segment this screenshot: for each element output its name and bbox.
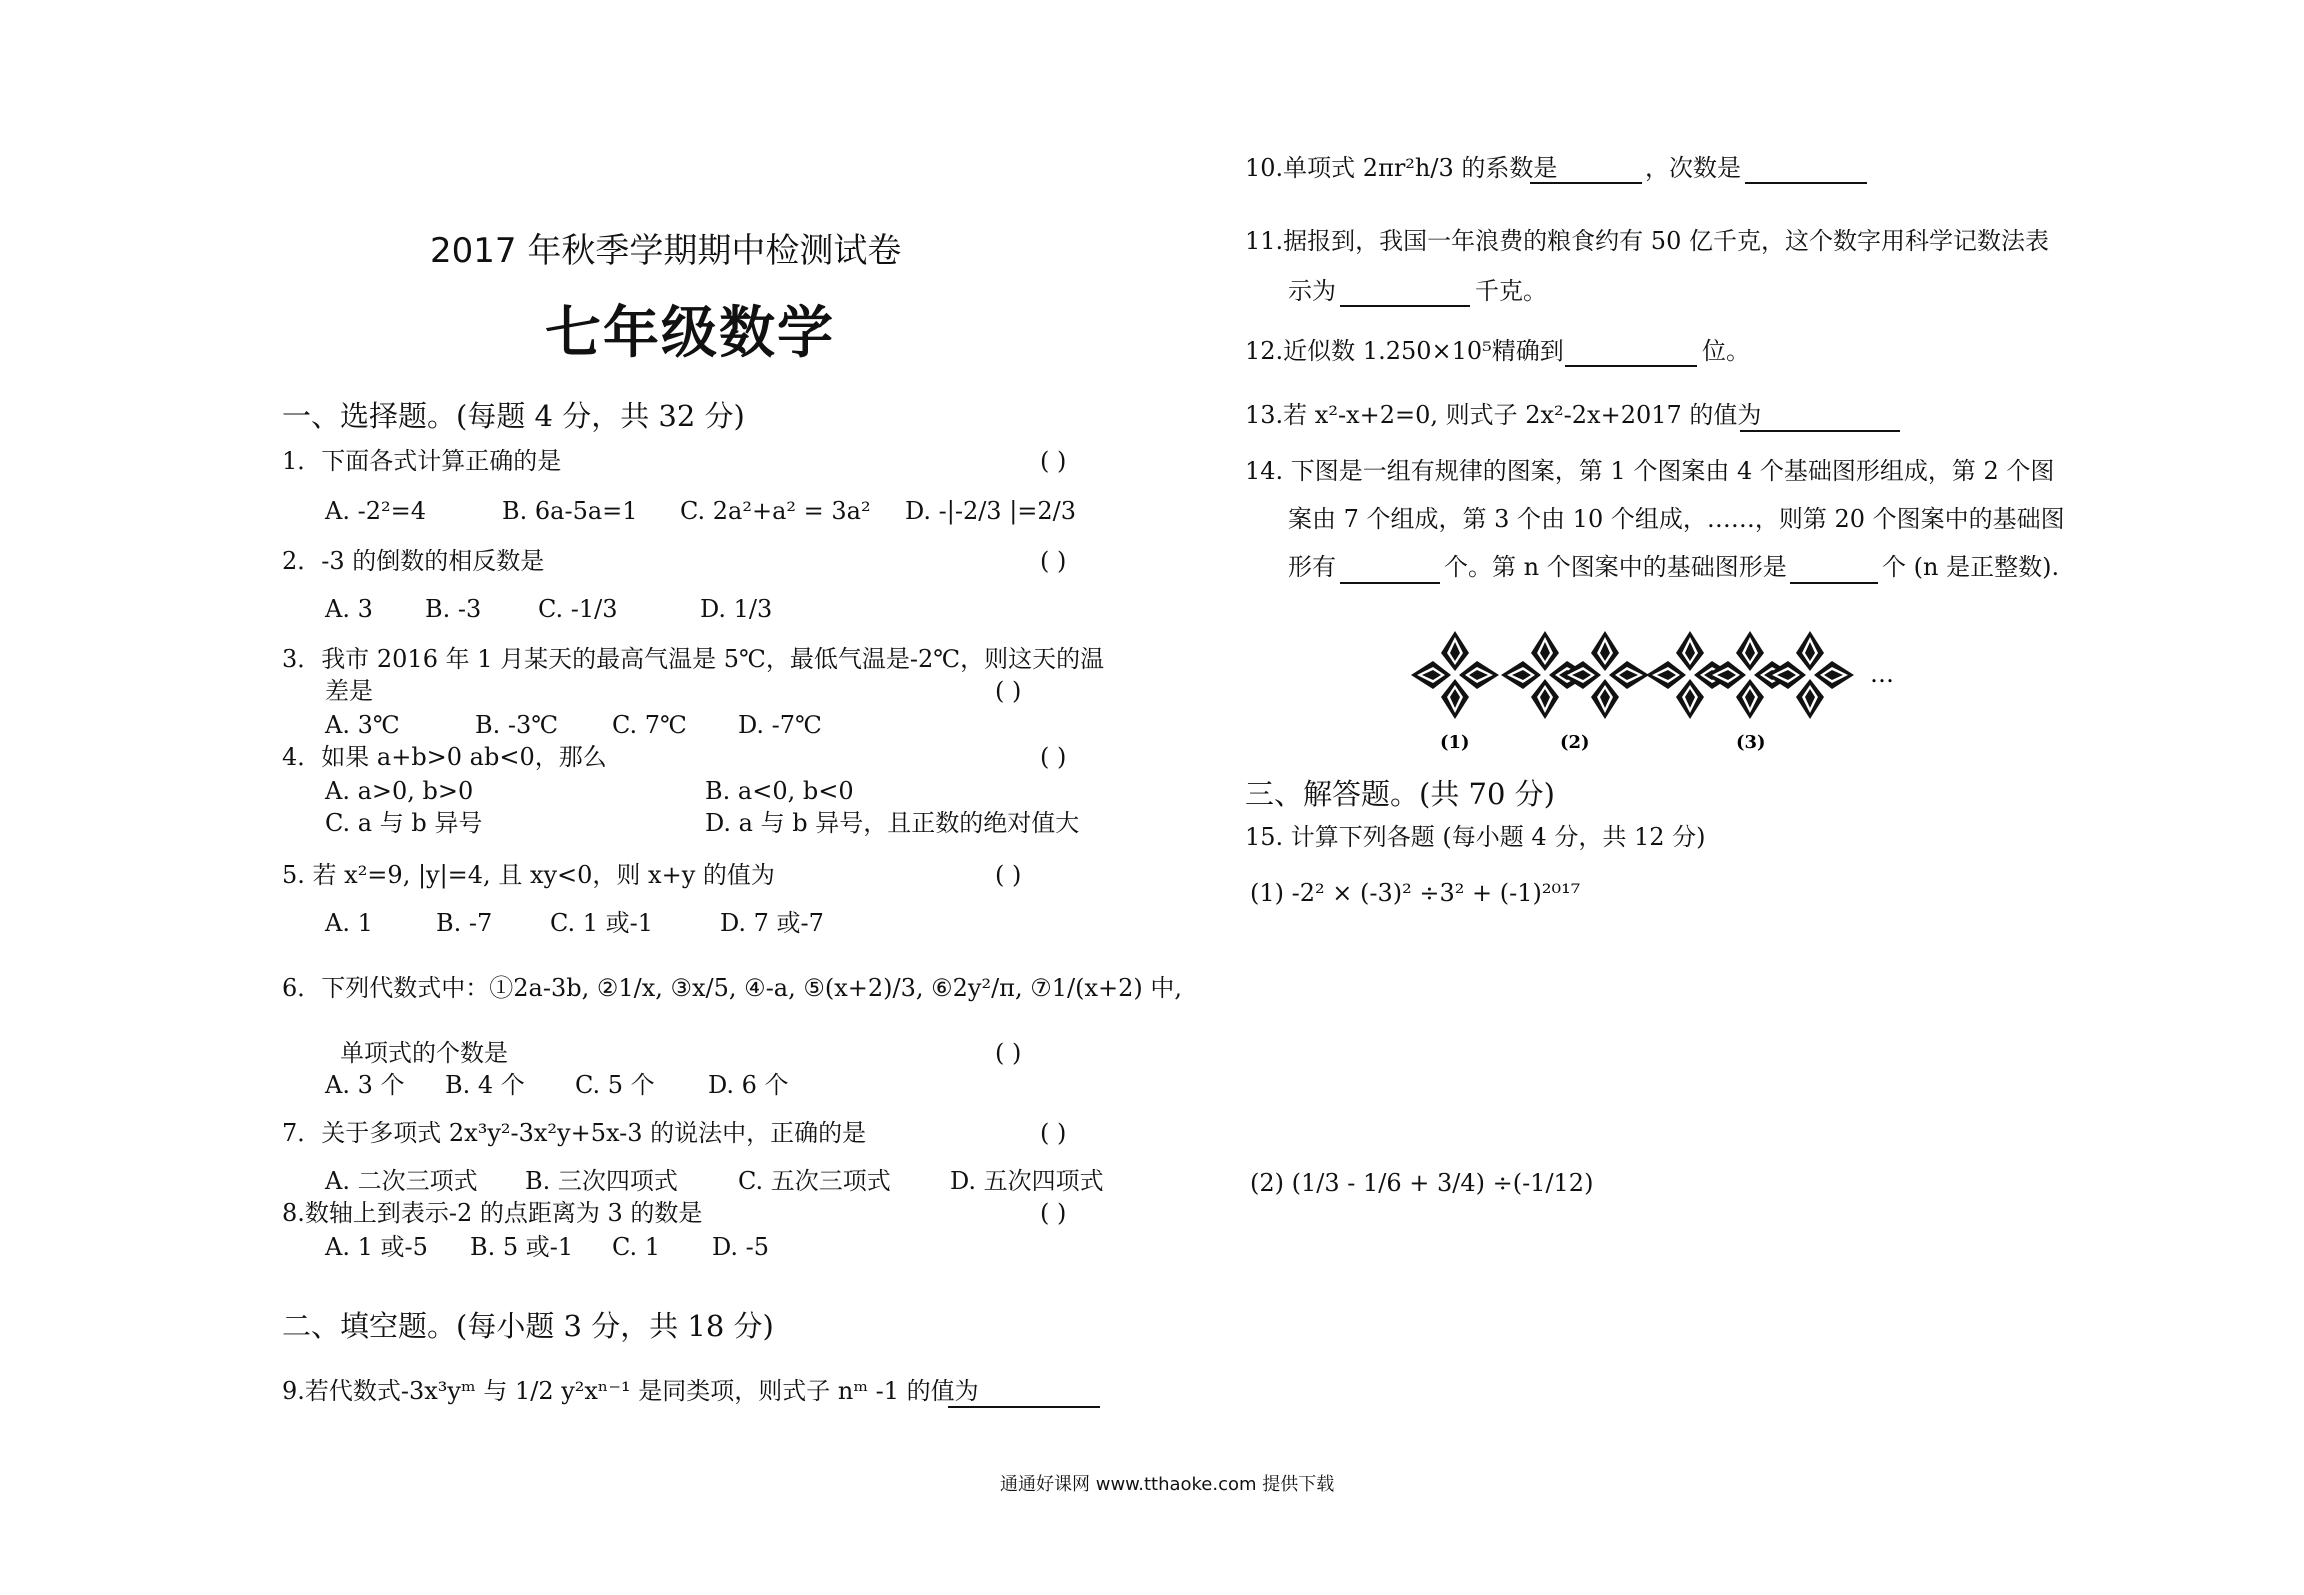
pattern-label-1: (1) (1440, 732, 1470, 753)
q11-stem-2: 示为 (1288, 277, 1336, 305)
q8-option-a: A. 1 或-5 (325, 1233, 428, 1261)
q15-stem: 15. 计算下列各题 (每小题 4 分，共 12 分) (1245, 823, 1706, 851)
q7-option-d: D. 五次四项式 (950, 1167, 1104, 1195)
q1-option-d: D. -|-2/3 |=2/3 (905, 497, 1077, 525)
q2-option-a: A. 3 (325, 595, 373, 623)
q7-option-c: C. 五次三项式 (738, 1167, 891, 1195)
q3-stem-cont: 差是 (325, 677, 373, 705)
q12-stem-2: 位。 (1702, 337, 1750, 365)
q4-option-b: B. a<0, b<0 (705, 777, 854, 805)
q14-count-blank[interactable] (1340, 560, 1440, 584)
q10-coefficient-blank[interactable] (1530, 160, 1642, 184)
q6-option-c: C. 5 个 (575, 1071, 655, 1099)
q6-option-a: A. 3 个 (325, 1071, 405, 1099)
q4-option-a: A. a>0, b>0 (325, 777, 474, 805)
pattern-3 (1646, 631, 1854, 719)
q14-stem-line3b: 个。第 n 个图案中的基础图形是 (1444, 553, 1787, 581)
q4-answer-paren: ( ) (1040, 743, 1067, 771)
q8-option-c: C. 1 (612, 1233, 661, 1261)
q6-stem-cont: 单项式的个数是 (340, 1039, 508, 1067)
pattern-label-3: (3) (1736, 732, 1766, 753)
q13-answer-blank[interactable] (1740, 408, 1900, 432)
q8-option-b: B. 5 或-1 (470, 1233, 574, 1261)
q12-stem: 12.近似数 1.250×10⁵精确到 (1245, 337, 1564, 365)
section1-heading: 一、选择题。(每题 4 分，共 32 分) (282, 399, 745, 433)
q15-part2: (2) (1/3 - 1/6 + 3/4) ÷(-1/12) (1250, 1169, 1594, 1197)
q14-stem-line2: 案由 7 个组成，第 3 个由 10 个组成，……，则第 20 个图案中的基础图 (1288, 505, 2065, 533)
q10-degree-blank[interactable] (1745, 160, 1867, 184)
q6-answer-paren: ( ) (995, 1039, 1022, 1067)
q8-option-d: D. -5 (712, 1233, 770, 1261)
q5-option-b: B. -7 (436, 909, 493, 937)
q5-answer-paren: ( ) (995, 861, 1022, 889)
q9-answer-blank[interactable] (948, 1384, 1100, 1408)
q11-answer-blank[interactable] (1340, 283, 1470, 307)
subject-title: 七年级数学 (545, 301, 835, 366)
q2-answer-paren: ( ) (1040, 547, 1067, 575)
q14-stem-line3c: 个 (n 是正整数). (1882, 553, 2060, 581)
q5-option-a: A. 1 (325, 909, 373, 937)
q1-option-c: C. 2a²+a² = 3a² (680, 497, 871, 525)
q14-formula-blank[interactable] (1790, 560, 1878, 584)
q11-stem: 11.据报到，我国一年浪费的粮食约有 50 亿千克，这个数字用科学记数法表 (1245, 227, 2049, 255)
q3-option-d: D. -7℃ (738, 711, 822, 739)
pattern-1 (1411, 631, 1499, 719)
q7-answer-paren: ( ) (1040, 1119, 1067, 1147)
q8-answer-paren: ( ) (1040, 1199, 1067, 1227)
q5-stem: 5. 若 x²=9, |y|=4, 且 xy<0，则 x+y 的值为 (282, 861, 775, 889)
q7-option-a: A. 二次三项式 (325, 1167, 478, 1195)
footer-text: 通通好课网 www.tthaoke.com 提供下载 (1000, 1474, 1335, 1495)
q2-option-c: C. -1/3 (538, 595, 618, 623)
q3-option-b: B. -3℃ (475, 711, 559, 739)
q8-stem: 8.数轴上到表示-2 的点距离为 3 的数是 (282, 1199, 703, 1227)
q6-option-d: D. 6 个 (708, 1071, 789, 1099)
q13-stem: 13.若 x²-x+2=0, 则式子 2x²-2x+2017 的值为 (1245, 401, 1762, 429)
exam-title: 2017 年秋季学期期中检测试卷 (430, 231, 902, 271)
q7-stem: 7．关于多项式 2x³y²-3x²y+5x-3 的说法中，正确的是 (282, 1119, 867, 1147)
pattern-ellipsis: … (1870, 660, 1894, 688)
pattern-label-2: (2) (1560, 732, 1590, 753)
q14-stem-line1: 14. 下图是一组有规律的图案，第 1 个图案由 4 个基础图形组成，第 2 个图 (1245, 457, 2055, 485)
q1-answer-paren: ( ) (1040, 447, 1067, 475)
q1-option-a: A. -2²=4 (325, 497, 426, 525)
q3-option-c: C. 7℃ (612, 711, 687, 739)
q5-option-c: C. 1 或-1 (550, 909, 654, 937)
q6-stem: 6．下列代数式中：①2a-3b, ②1/x, ③x/5, ④-a, ⑤(x+2)/3, ⑥2y²/π, ⑦1/(x+2) 中, (282, 974, 1182, 1002)
q11-stem-3: 千克。 (1475, 277, 1547, 305)
q12-answer-blank[interactable] (1565, 343, 1697, 367)
q15-part1: (1) -2² × (-3)² ÷3² + (-1)²⁰¹⁷ (1250, 879, 1581, 907)
q2-option-d: D. 1/3 (700, 595, 773, 623)
q10-stem-2: ，次数是 (1645, 154, 1741, 182)
q2-stem: 2．-3 的倒数的相反数是 (282, 547, 545, 575)
q3-stem: 3．我市 2016 年 1 月某天的最高气温是 5℃，最低气温是-2℃，则这天的温 (282, 645, 1105, 673)
q9-stem: 9.若代数式-3x³yᵐ 与 1/2 y²xⁿ⁻¹ 是同类项，则式子 nᵐ -1 的值为 (282, 1377, 979, 1405)
q6-option-b: B. 4 个 (445, 1071, 525, 1099)
q4-option-c: C. a 与 b 异号 (325, 809, 483, 837)
q1-option-b: B. 6a-5a=1 (502, 497, 638, 525)
q10-stem: 10.单项式 2πr²h/3 的系数是 (1245, 154, 1558, 182)
q2-option-b: B. -3 (425, 595, 482, 623)
q4-option-d: D. a 与 b 异号，且正数的绝对值大 (705, 809, 1080, 837)
q3-option-a: A. 3℃ (325, 711, 400, 739)
q14-stem-line3a: 形有 (1288, 553, 1336, 581)
q4-stem: 4．如果 a+b>0 ab<0，那么 (282, 743, 607, 771)
pattern-figure (1400, 620, 1920, 760)
section2-heading: 二、填空题。(每小题 3 分，共 18 分) (282, 1309, 774, 1343)
pattern-2 (1501, 631, 1649, 719)
q1-stem: 1．下面各式计算正确的是 (282, 447, 562, 475)
section3-heading: 三、解答题。(共 70 分) (1245, 777, 1555, 811)
q5-option-d: D. 7 或-7 (720, 909, 824, 937)
q7-option-b: B. 三次四项式 (525, 1167, 678, 1195)
q3-answer-paren: ( ) (995, 677, 1022, 705)
